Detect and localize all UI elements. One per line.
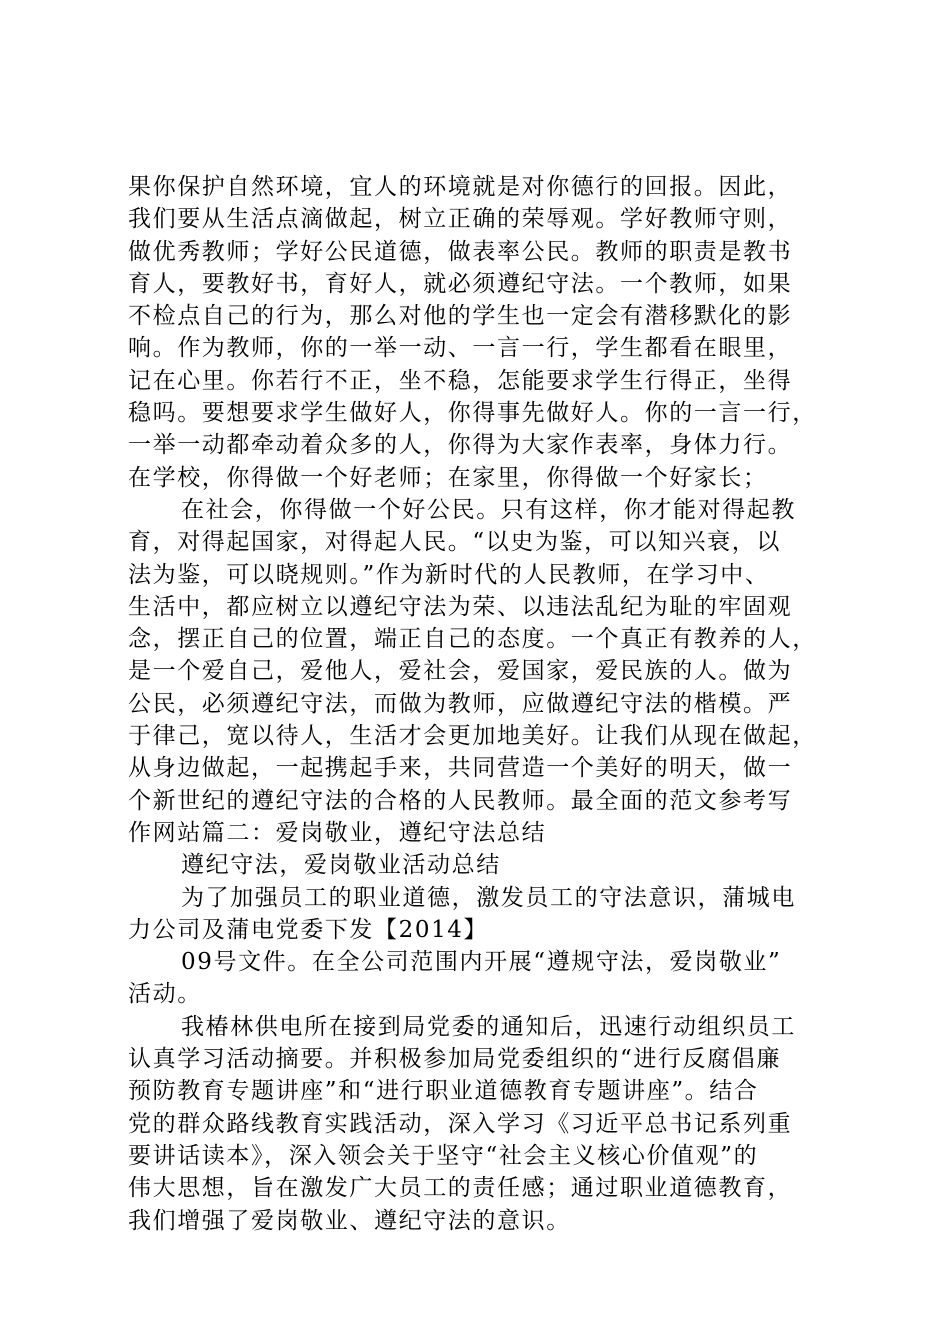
text-line: 个新世纪的遵纪守法的合格的人民教师。最全面的范文参考写 [128, 787, 793, 814]
text-line: 认真学习活动摘要。并积极参加局党委组织的“进行反腐倡廉 [128, 1046, 781, 1073]
text-line: 预防教育专题讲座”和“进行职业道德教育专题讲座”。结合 [128, 1078, 759, 1105]
text-line: 活动。 [128, 981, 202, 1008]
text-line: 作网站篇二：爱岗敬业，遵纪守法总结 [128, 819, 547, 846]
text-line: 一举一动都牵动着众多的人，你得为大家作表率，身体力行。 [128, 432, 793, 459]
text-line: 遵纪守法，爱岗敬业活动总结 [181, 852, 501, 879]
text-line: 念，摆正自己的位置，端正自己的态度。一个真正有教养的人， [128, 626, 817, 653]
text-line: 做优秀教师；学好公民道德，做表率公民。教师的职责是教书 [128, 238, 793, 265]
text-line: 于律己，宽以待人，生活才会更加地美好。让我们从现在做起， [128, 723, 817, 750]
text-line: 我们增强了爱岗敬业、遵纪守法的意识。 [128, 1207, 571, 1234]
text-line: 响。作为教师，你的一举一动、一言一行，学生都看在眼里， [128, 335, 793, 362]
text-line: 从身边做起，一起携起手来，共同营造一个美好的明天，做一 [128, 755, 793, 782]
text-line: 法为鉴，可以晓规则。”作为新时代的人民教师，在学习中、 [128, 561, 770, 588]
text-line: 力公司及蒲电党委下发【2014】 [128, 916, 489, 943]
text-line: 09号文件。在全公司范围内开展“遵规守法，爱岗敬业” [181, 949, 782, 976]
text-line: 为了加强员工的职业道德，激发员工的守法意识，蒲城电 [181, 884, 796, 911]
document-body [128, 171, 828, 1237]
text-line: 我们要从生活点滴做起，树立正确的荣辱观。学好教师守则， [128, 206, 793, 233]
text-line: 不检点自己的行为，那么对他的学生也一定会有潜移默化的影 [128, 303, 793, 330]
text-line: 党的群众路线教育实践活动，深入学习《习近平总书记系列重 [128, 1110, 793, 1137]
text-line: 育人，要教好书，育好人，就必须遵纪守法。一个教师，如果 [128, 270, 793, 297]
text-line: 生活中，都应树立以遵纪守法为荣、以违法乱纪为耻的牢固观 [128, 593, 793, 620]
text-line: 稳吗。要想要求学生做好人，你得事先做好人。你的一言一行， [128, 400, 817, 427]
text-line: 在社会，你得做一个好公民。只有这样，你才能对得起教 [181, 496, 796, 523]
text-line: 要讲话读本》，深入领会关于坚守“社会主义核心价值观”的 [128, 1142, 759, 1169]
text-line: 果你保护自然环境，宜人的环境就是对你德行的回报。因此， [128, 174, 793, 200]
text-line: 我椿林供电所在接到局党委的通知后，迅速行动组织员工 [181, 1013, 796, 1040]
text-line: 在学校，你得做一个好老师；在家里，你得做一个好家长； [128, 464, 768, 491]
text-line: 是一个爱自己，爱他人，爱社会，爱国家，爱民族的人。做为 [128, 658, 793, 685]
text-line: 公民，必须遵纪守法，而做为教师，应做遵纪守法的楷模。严 [128, 690, 793, 717]
text-line: 育，对得起国家，对得起人民。“以史为鉴，可以知兴衰，以 [128, 529, 781, 556]
text-line: 伟大思想，旨在激发广大员工的责任感；通过职业道德教育， [128, 1175, 793, 1202]
text-line: 记在心里。你若行不正，坐不稳，怎能要求学生行得正，坐得 [128, 367, 793, 394]
